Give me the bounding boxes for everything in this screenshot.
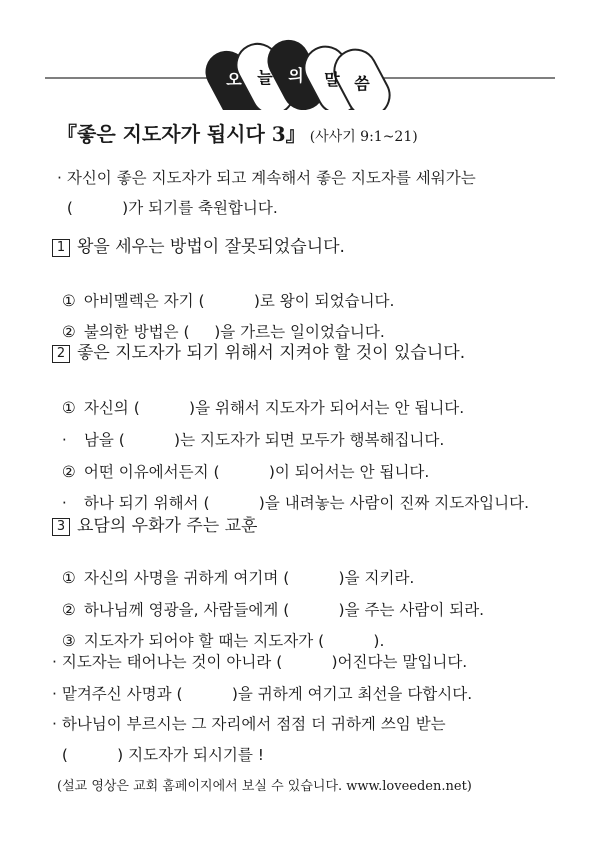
pill-text-2: 늘 [257, 68, 273, 87]
header-pills-graphic [0, 0, 600, 110]
item-text: 지도자가 되어야 할 때는 지도자가 ( ). [83, 632, 385, 650]
item-text: 어떤 이유에서든지 ( )이 되어서는 안 됩니다. [83, 463, 430, 481]
item-text: 불의한 방법은 ( )을 가르는 일이었습니다. [83, 323, 385, 341]
item-text: 남을 ( )는 지도자가 되면 모두가 행복해집니다. [83, 431, 445, 449]
item-text: 하나님께 영광을, 사람들에게 ( )을 주는 사람이 되라. [83, 601, 485, 619]
item-text: 자신의 사명을 귀하게 여기며 ( )을 지키라. [83, 569, 415, 587]
sermon-title-main: 『좋은 지도자가 됩시다 3』 [57, 122, 306, 146]
header-banner [0, 0, 600, 110]
section-3-line-3 [52, 608, 384, 652]
section-3-heading-text: 요담의 우화가 주는 교훈 [77, 516, 258, 536]
item-text: 아비멜렉은 자기 ( )로 왕이 되었습니다. [83, 292, 395, 310]
section-1-heading-text: 왕을 세우는 방법이 잘못되었습니다. [77, 237, 345, 257]
pill-text-1: 오 [226, 70, 242, 89]
item-mark: · [61, 431, 67, 449]
closing-line-3: · 하나님이 부르시는 그 자리에서 점점 더 귀하게 쓰임 받는 [52, 715, 446, 733]
section-3-number: 3 [52, 518, 70, 536]
item-text: 자신의 ( )을 위해서 지도자가 되어서는 안 됩니다. [83, 399, 465, 417]
item-mark: · [61, 494, 67, 512]
scripture-reference: (사사기 9:1~21) [309, 129, 418, 145]
section-2-heading [52, 342, 465, 364]
item-mark: ① [61, 399, 76, 417]
section-2-number: 2 [52, 345, 70, 363]
section-2-heading-text: 좋은 지도자가 되기 위해서 지켜야 할 것이 있습니다. [77, 343, 466, 363]
item-mark: ① [61, 292, 76, 310]
item-mark: ② [61, 601, 76, 619]
closing-line-2: · 맡겨주신 사명과 ( )을 귀하게 여기고 최선을 다합시다. [52, 685, 473, 703]
section-1-line-2 [52, 299, 385, 343]
closing-line-1: · 지도자는 태어나는 것이 아니라 ( )어진다는 말입니다. [52, 653, 468, 671]
item-mark: ② [61, 323, 76, 341]
item-mark: ③ [61, 632, 76, 650]
pill-text-4: 말 [324, 70, 340, 89]
pill-text-5: 씀 [354, 74, 370, 93]
item-mark: ① [61, 569, 76, 587]
intro-line-1: · 자신이 좋은 지도자가 되고 계속해서 좋은 지도자를 세워가는 [57, 169, 476, 187]
intro-line-2: ( )가 되기를 축원합니다. [57, 199, 278, 217]
section-1-number: 1 [52, 239, 70, 257]
closing-line-4: ( ) 지도자가 되시기를 ! [52, 746, 264, 764]
section-3-heading [52, 515, 257, 537]
section-1-heading [52, 236, 345, 258]
section-2-line-4 [52, 470, 529, 514]
footer-note: (설교 영상은 교회 홈페이지에서 보실 수 있습니다. www.loveeden.net) [57, 779, 472, 794]
item-text: 하나 되기 위해서 ( )을 내려놓는 사람이 진짜 지도자입니다. [83, 494, 530, 512]
pill-text-3: 의 [288, 66, 304, 85]
item-mark: ② [61, 463, 76, 481]
sermon-title [57, 118, 418, 147]
